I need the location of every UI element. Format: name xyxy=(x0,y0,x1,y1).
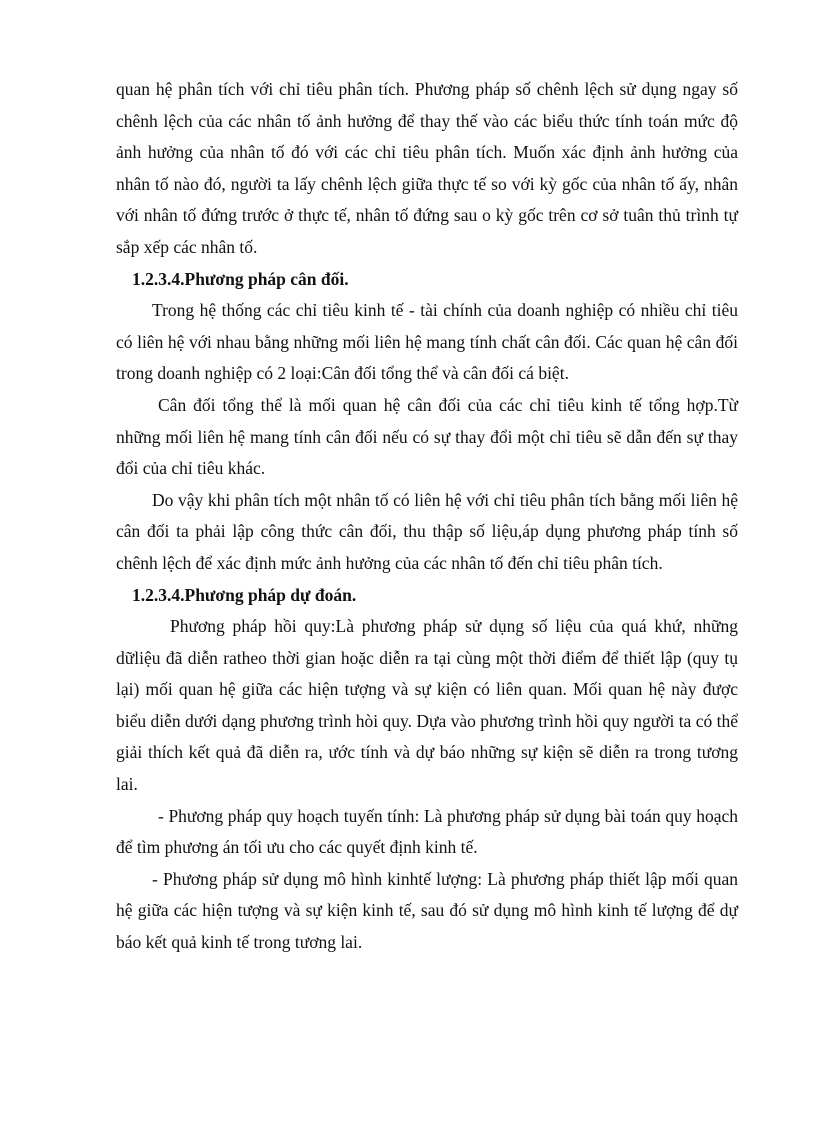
paragraph-balance-analysis: Do vậy khi phân tích một nhân tố có liên hệ với chỉ tiêu phân tích bằng mối liên hệ cân đối ta phải lập công thức cân đối, thu thập số liệu,áp dụng phương pháp tính số chênh lệch để xác định mức ảnh hưởng của các nhân tố đến chỉ tiêu phân tích. xyxy=(116,489,738,573)
paragraph-continuation: quan hệ phân tích với chỉ tiêu phân tích. Phương pháp số chênh lệch sử dụng ngay số chênh lệch của các nhân tố ảnh hưởng để thay thế vào các biểu thức tính toán mức độ ảnh hưởng của nhân tố đó với các chỉ tiêu phân tích. Muốn xác định ảnh hưởng của nhân tố nào đó, người ta lấy chênh lệch giữa thực tế so với kỳ gốc của nhân tố ấy, nhân với nhân tố đứng trước ở thực tế, nhân tố đứng sau o kỳ gốc trên cơ sở tuân thủ trình tự sắp xếp các nhân tố. xyxy=(116,79,738,257)
paragraph-linear-programming: - Phương pháp quy hoạch tuyến tính: Là phương pháp sử dụng bài toán quy hoạch để tìm phương án tối ưu cho các quyết định kinh tế. xyxy=(116,805,738,858)
paragraph-regression-method: Phương pháp hồi quy:Là phương pháp sử dụng số liệu của quá khứ, những dữliệu đã diễn ratheo thời gian hoặc diễn ra tại cùng một thời điểm để thiết lập (quy tụ lại) mối quan hệ giữa các hiện tượng và sự kiện có liên quan. Mối quan hệ này được biểu diễn dưới dạng phương trình hòi quy. Dựa vào phương trình hồi quy người ta có thể giải thích kết quả đã diễn ra, ước tính và dự báo những sự kiện sẽ diễn ra trong tương lai. xyxy=(116,616,738,795)
section-heading-forecast-method: 1.2.3.4.Phương pháp dự đoán. xyxy=(132,584,357,605)
paragraph-balance-intro: Trong hệ thống các chỉ tiêu kinh tế - tài chính của doanh nghiệp có nhiều chỉ tiêu có liên hệ với nhau bằng những mối liên hệ mang tính chất cân đối. Các quan hệ cân đối trong doanh nghiệp có 2 loại:Cân đối tổng thể và cân đối cá biệt. xyxy=(116,300,738,384)
paragraph-econometric-model: - Phương pháp sử dụng mô hình kinhtế lượng: Là phương pháp thiết lập mối quan hệ giữa các hiện tượng và sự kiện kinh tế, sau đó sử dụng mô hình kinh tế lượng để dự báo kết quả kinh tế trong tương lai. xyxy=(116,868,738,953)
section-heading-balance-method: 1.2.3.4.Phương pháp cân đối. xyxy=(132,268,349,289)
document-body xyxy=(116,74,738,959)
paragraph-overall-balance: Cân đối tổng thể là mối quan hệ cân đối của các chỉ tiêu kinh tế tổng hợp.Từ những mối liên hệ mang tính cân đối nếu có sự thay đổi một chỉ tiêu sẽ dẫn đến sự thay đổi của chỉ tiêu khác. xyxy=(116,394,738,479)
